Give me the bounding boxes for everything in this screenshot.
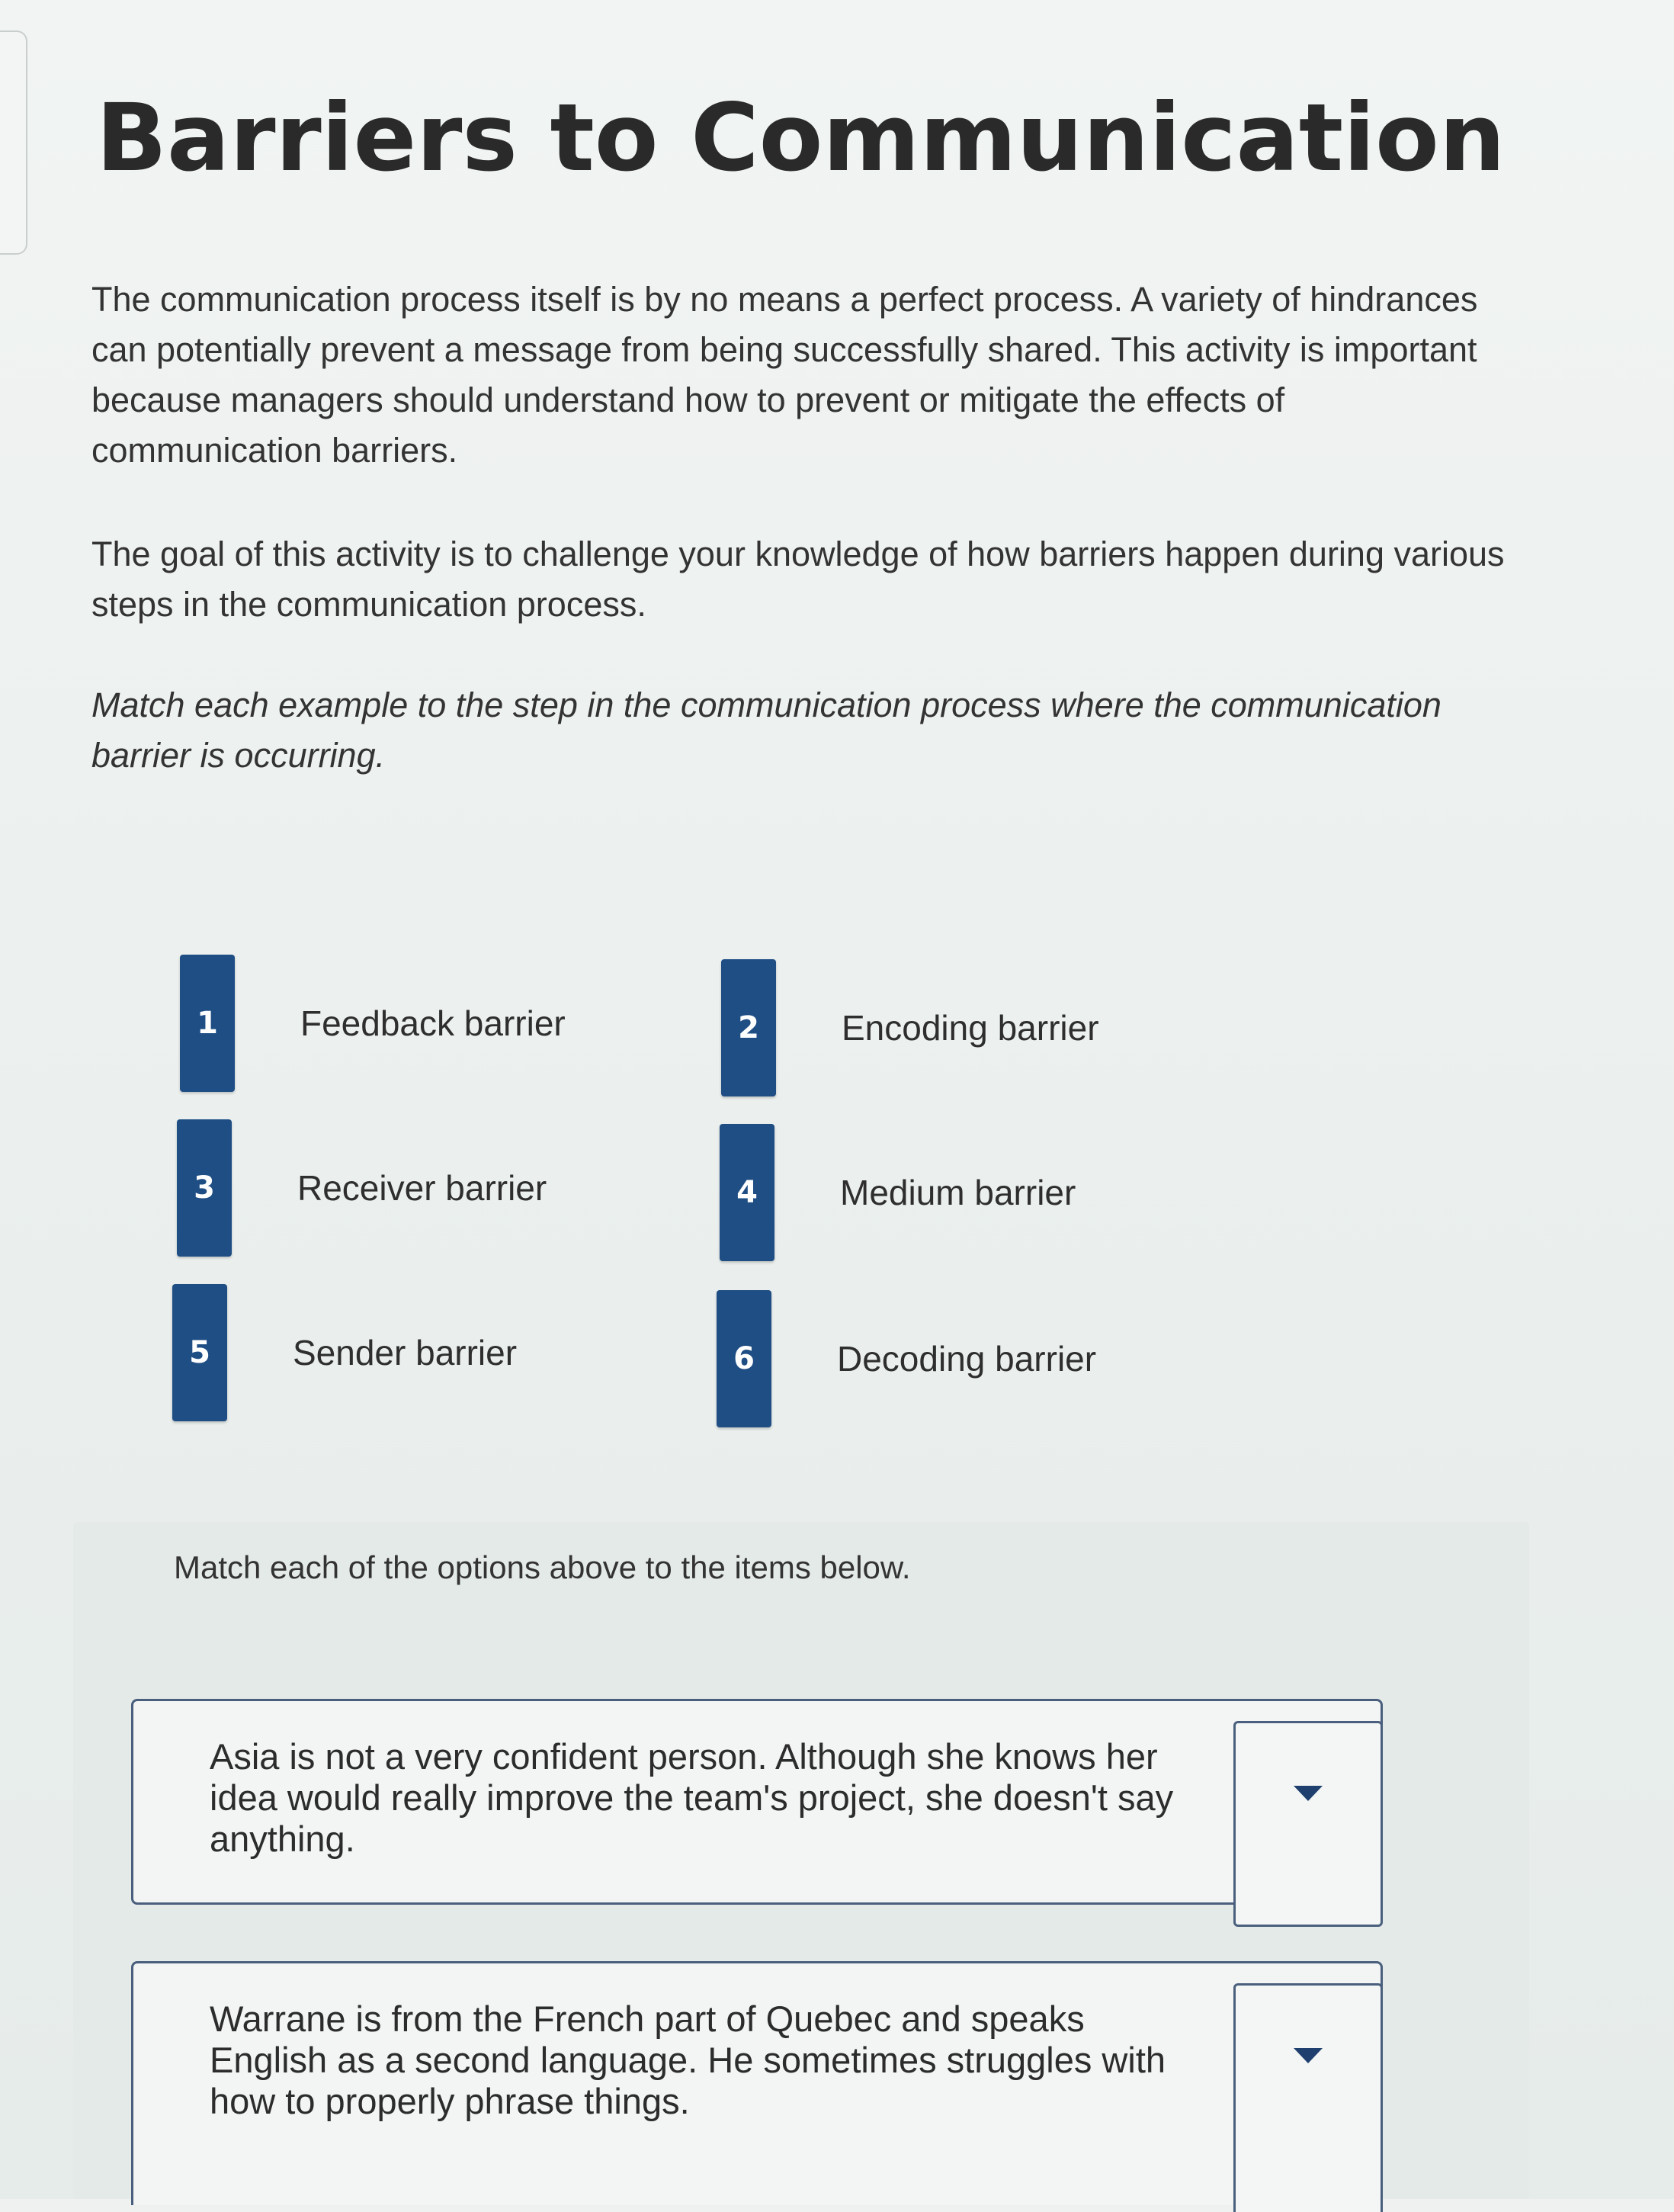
intro-paragraph-2: The goal of this activity is to challenge your knowledge of how barriers happen during various steps in the communication process. [91, 535, 1505, 624]
option-number-badge[interactable]: 6 [717, 1290, 771, 1427]
caret-down-icon[interactable] [1294, 1786, 1323, 1801]
option-label: Receiver barrier [297, 1168, 547, 1208]
intro-paragraph-1: The communication process itself is by no means a perfect process. A variety of hindrances can potentially prevent a message from being successfully shared. This activity is important because managers should understand how to prevent or mitigate the effects of communication barriers. [91, 280, 1478, 470]
option-3[interactable] [177, 1119, 710, 1257]
option-list [175, 953, 1319, 1441]
option-label: Medium barrier [840, 1173, 1076, 1212]
option-2[interactable] [721, 959, 1255, 1096]
option-4[interactable] [720, 1124, 1253, 1261]
match-item-1 [131, 1699, 1383, 1905]
option-number-badge[interactable]: 4 [720, 1124, 774, 1261]
match-item-text: Asia is not a very confident person. Although she knows her idea would really improve the team's project, she doesn't say anything. [210, 1736, 1174, 1859]
option-number-badge[interactable]: 5 [172, 1284, 227, 1421]
matching-instruction: Match each of the options above to the items below. [174, 1549, 911, 1585]
option-5[interactable] [172, 1284, 706, 1421]
answer-dropdown[interactable] [1233, 1721, 1383, 1927]
option-number-badge[interactable]: 2 [721, 959, 776, 1096]
option-label: Sender barrier [293, 1333, 518, 1372]
side-panel-tab[interactable] [0, 30, 27, 255]
matching-panel [73, 1522, 1529, 2199]
match-item-2 [131, 1961, 1383, 2205]
option-label: Decoding barrier [837, 1339, 1097, 1379]
caret-down-icon[interactable] [1294, 2048, 1323, 2063]
option-6[interactable] [717, 1290, 1250, 1427]
option-1[interactable] [180, 955, 714, 1092]
answer-dropdown[interactable] [1233, 1983, 1383, 2212]
option-label: Encoding barrier [842, 1008, 1099, 1048]
option-number-badge[interactable]: 1 [180, 955, 235, 1092]
option-number-badge[interactable]: 3 [177, 1119, 232, 1257]
match-item-text: Warrane is from the French part of Quebec and speaks English as a second language. He sometimes struggles with how to properly phrase things. [210, 1999, 1166, 2121]
option-label: Feedback barrier [300, 1003, 566, 1043]
instructions-paragraph: Match each example to the step in the communication process where the communication barrier is occurring. [91, 685, 1442, 775]
page-title: Barriers to Communication [96, 84, 1506, 192]
